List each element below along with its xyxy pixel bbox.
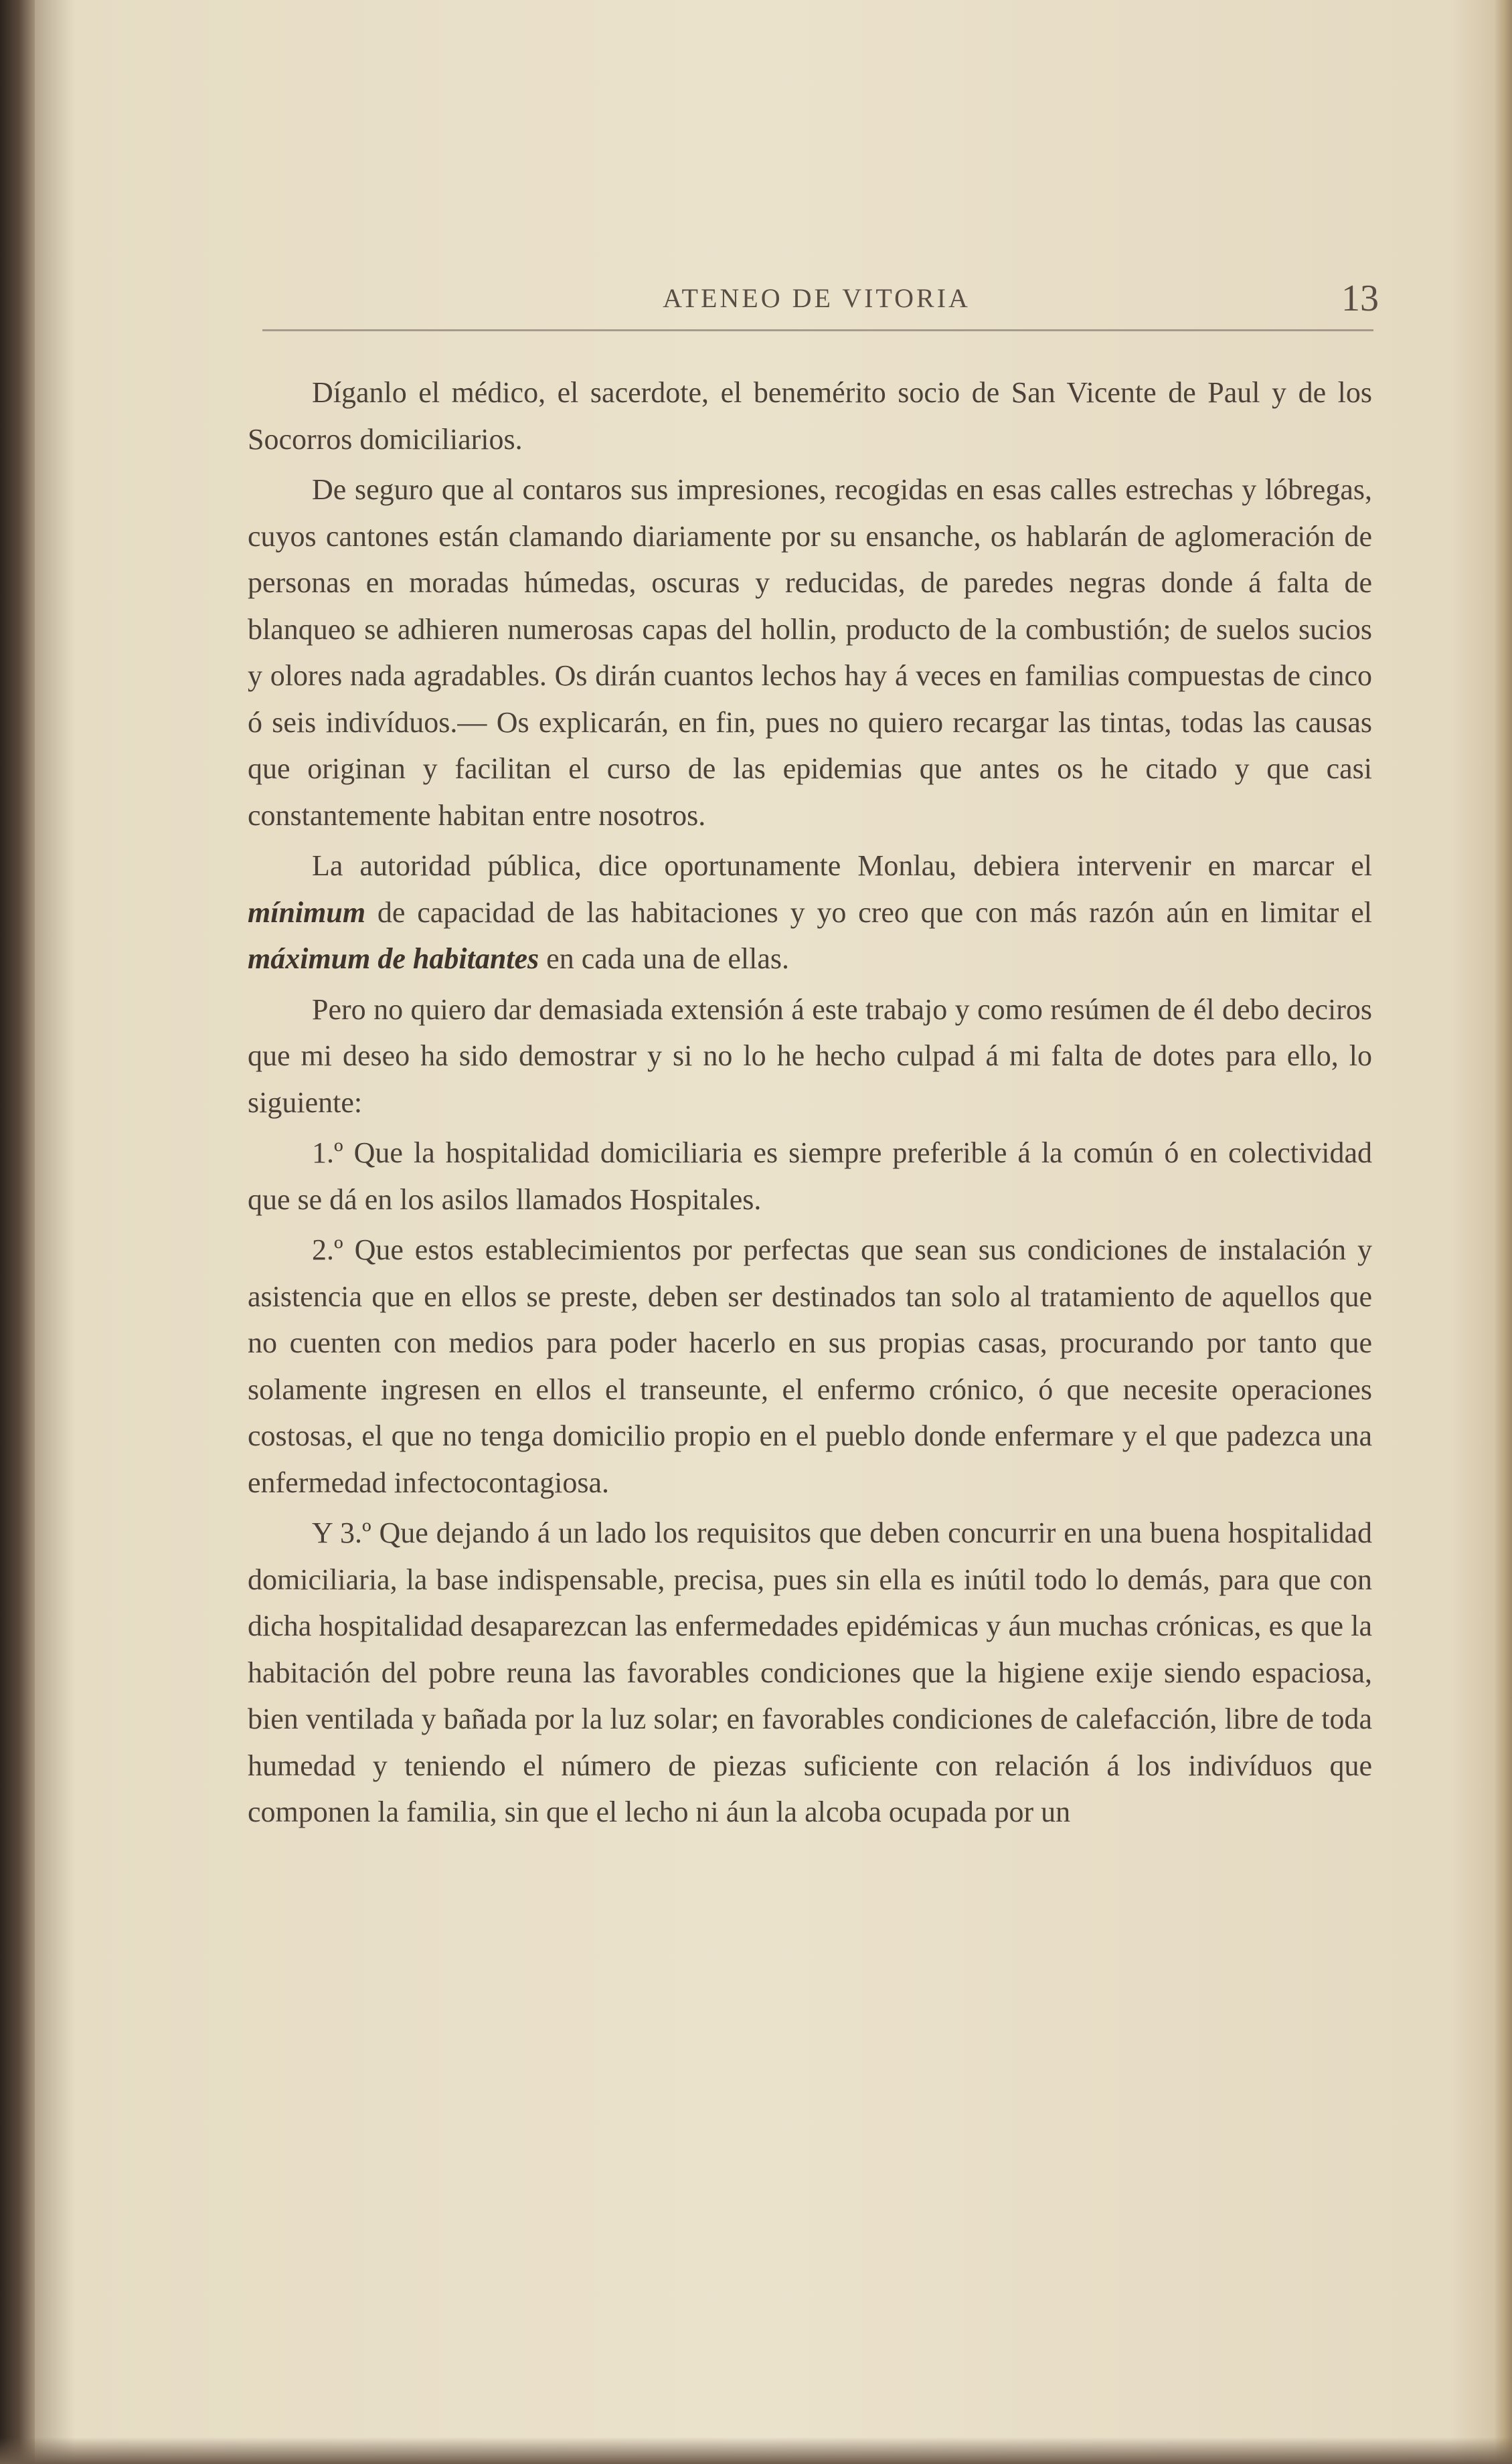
text-segment: en cada una de ellas. <box>539 942 789 975</box>
paragraph <box>248 843 1372 982</box>
paragraph <box>248 1130 1372 1223</box>
text-segment: La autoridad pública, dice oportunamente Monlau, debiera intervenir en marcar el <box>312 849 1372 882</box>
text-segment: Y 3.º Que dejando á un lado los requisitos que deben concurrir en una buena hospitalidad domiciliaria, la base indispensable, precisa, pues sin ella es inútil todo lo demás, para que con dicha hospitalidad desaparezcan las enfermedades epidémicas y áun muchas crónicas, es que la habitación del pobre reuna las favorables condiciones que la higiene exije siendo espaciosa, bien ventilada y bañada por la luz solar; en favorables condiciones de calefacción, libre de toda humedad y teniendo el número de piezas suficiente con relación á los indivíduos que componen la familia, sin que el lecho ni áun la alcoba ocupada por un <box>248 1516 1372 1828</box>
running-title: ATENEO DE VITORIA <box>663 283 971 313</box>
paragraph <box>248 466 1372 839</box>
body-text <box>248 369 1372 1840</box>
italic-term: máximum de habitantes <box>248 942 539 975</box>
paragraph <box>248 1510 1372 1836</box>
page-number: 13 <box>1341 278 1379 319</box>
text-segment: 2.º Que estos establecimientos por perfectas que sean sus condiciones de instalación y asistencia que en ellos se preste, deben ser destinados tan solo al tratamiento de aquellos que no cuenten con medios para poder hacerlo en sus propias casas, procurando por tanto que solamente ingresen en ellos el transeunte, el enfermo crónico, ó que necesite operaciones costosas, el que no tenga domicilio propio en el pueblo donde enfermare y el que padezca una enfermedad infectocontagiosa. <box>248 1233 1372 1499</box>
text-segment: 1.º Que la hospitalidad domiciliaria es siempre preferible á la común ó en colectividad que se dá en los asilos llamados Hospitales. <box>248 1136 1372 1216</box>
text-segment: Pero no quiero dar demasiada extensión á este trabajo y como resúmen de él debo deciros que mi deseo ha sido demostrar y si no lo he hecho culpad á mi falta de dotes para ello, lo siguiente: <box>248 992 1372 1119</box>
running-head <box>254 278 1379 325</box>
text-segment: De seguro que al contaros sus impresiones, recogidas en esas calles estrechas y lóbregas, cuyos cantones están clamando diariamente por su ensanche, os hablarán de aglomeración de personas en moradas húmedas, oscuras y reducidas, de paredes negras donde á falta de blanqueo se adhieren numerosas capas del hollin, producto de la combustión; de suelos sucios y olores nada agradables. Os dirán cuantos lechos hay á veces en familias compuestas de cinco ó seis indivíduos.— Os explicarán, en fin, pues no quiero recargar las tintas, todas las causas que originan y facilitan el curso de las epidemias que antes os he citado y que casi constantemente habitan entre nosotros. <box>248 473 1372 832</box>
text-segment: Díganlo el médico, el sacerdote, el benemérito socio de San Vicente de Paul y de los Socorros domiciliarios. <box>248 376 1372 456</box>
page-edge-right <box>1495 0 1512 2464</box>
paragraph <box>248 986 1372 1126</box>
italic-term: mínimum <box>248 895 366 929</box>
gutter-shadow <box>35 0 75 2464</box>
page-edge-bottom <box>0 2437 1512 2464</box>
paragraph <box>248 1227 1372 1506</box>
header-rule <box>262 329 1373 331</box>
book-spine <box>0 0 35 2464</box>
paragraph <box>248 369 1372 462</box>
text-segment: de capacidad de las habitaciones y yo creo que con más razón aún en limitar el <box>365 895 1372 929</box>
